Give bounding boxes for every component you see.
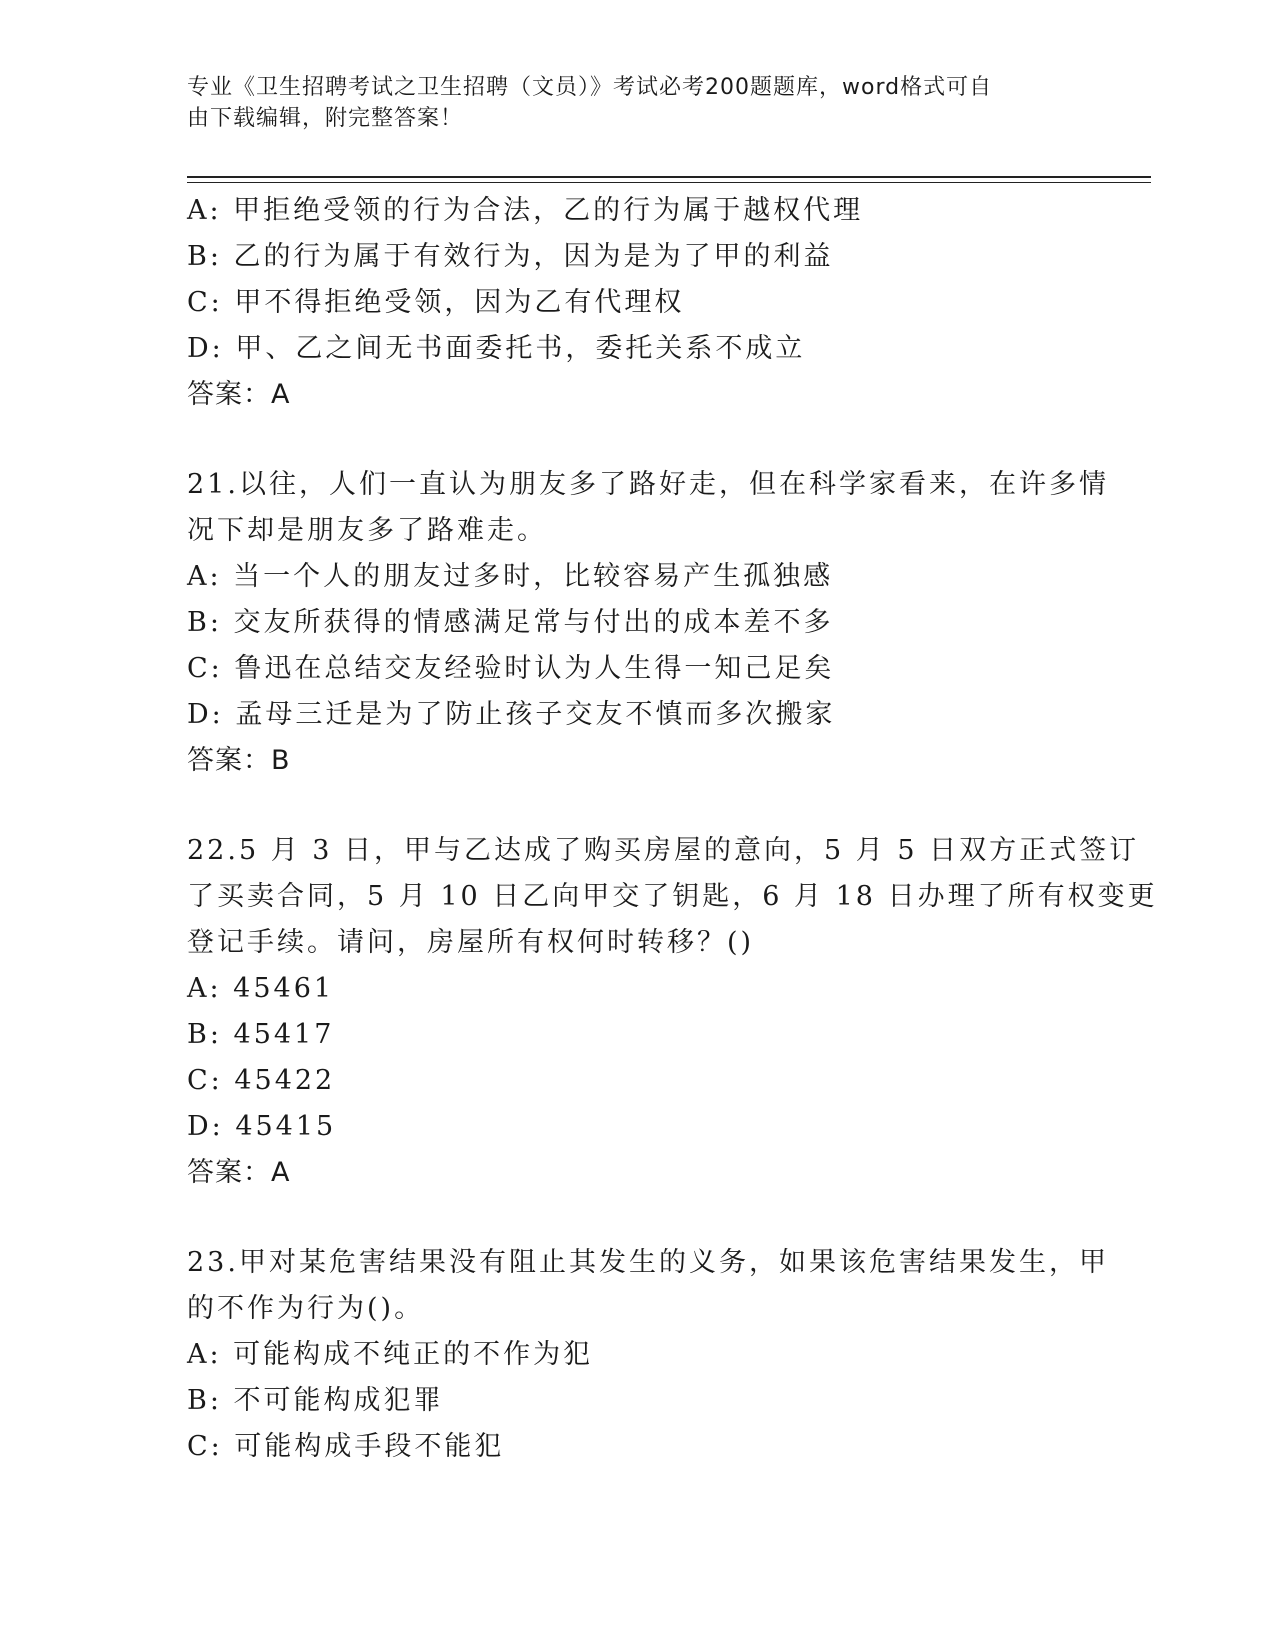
spacer [187, 418, 1087, 462]
answer-line: 答案：A [187, 379, 291, 410]
option-a: A: 可能构成不纯正的不作为犯 [187, 1339, 594, 1370]
question-stem-line: 况下却是朋友多了路难走。 [187, 515, 547, 546]
spacer [187, 1196, 1087, 1240]
option-b: B: 交友所获得的情感满足常与付出的成本差不多 [187, 607, 834, 638]
question-list [187, 188, 1158, 1470]
answer-line: 答案：B [187, 745, 291, 776]
option-a: A: 甲拒绝受领的行为合法，乙的行为属于越权代理 [187, 195, 864, 226]
option-c: C: 45422 [187, 1065, 336, 1096]
question-stem-line: 了买卖合同，5 月 10 日乙向甲交了钥匙，6 月 18 日办理了所有权变更 [187, 881, 1158, 912]
option-d: D: 45415 [187, 1111, 337, 1142]
document-header [187, 72, 1067, 134]
question-block-22 [187, 828, 1158, 1196]
option-a: A: 当一个人的朋友过多时，比较容易产生孤独感 [187, 561, 834, 592]
question-block-21 [187, 462, 1109, 784]
option-b: B: 乙的行为属于有效行为，因为是为了甲的利益 [187, 241, 834, 272]
option-b: B: 不可能构成犯罪 [187, 1385, 444, 1416]
header-rule-thin [187, 182, 1151, 183]
option-c: C: 甲不得拒绝受领，因为乙有代理权 [187, 287, 685, 318]
option-d: D: 孟母三迁是为了防止孩子交友不慎而多次搬家 [187, 699, 836, 730]
option-c: C: 鲁迅在总结交友经验时认为人生得一知己足矣 [187, 653, 835, 684]
option-a: A: 45461 [187, 973, 335, 1004]
option-c: C: 可能构成手段不能犯 [187, 1431, 505, 1462]
question-stem-line: 22.5 月 3 日，甲与乙达成了购买房屋的意向，5 月 5 日双方正式签订 [187, 835, 1140, 866]
question-block-23 [187, 1240, 1109, 1470]
spacer [187, 784, 1087, 828]
question-stem-line: 23.甲对某危害结果没有阻止其发生的义务，如果该危害结果发生，甲 [187, 1247, 1109, 1278]
option-b: B: 45417 [187, 1019, 335, 1050]
option-d: D: 甲、乙之间无书面委托书，委托关系不成立 [187, 333, 806, 364]
header-line-1: 专业《卫生招聘考试之卫生招聘（文员）》考试必考200题题库，word格式可自 [187, 75, 993, 100]
question-block-20 [187, 188, 1087, 418]
question-stem-line: 登记手续。请问，房屋所有权何时转移？() [187, 927, 755, 958]
question-stem-line: 21.以往，人们一直认为朋友多了路好走，但在科学家看来，在许多情 [187, 469, 1109, 500]
question-stem-line: 的不作为行为()。 [187, 1293, 425, 1324]
header-line-2: 由下载编辑，附完整答案！ [187, 106, 464, 131]
answer-line: 答案：A [187, 1157, 291, 1188]
header-rule-thick [187, 176, 1151, 178]
